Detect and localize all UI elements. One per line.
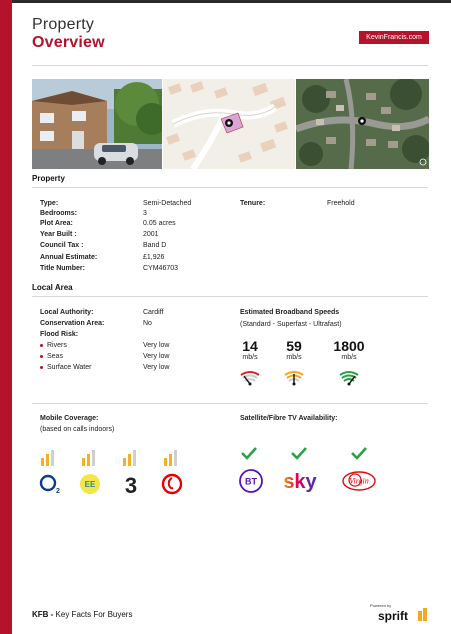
year-built-row <box>40 231 159 238</box>
footer-label <box>32 610 132 619</box>
bedrooms-value: 3 <box>143 210 147 217</box>
bullet-icon <box>40 366 43 369</box>
seas-value: Very low <box>143 353 170 360</box>
surface-water-label: Surface Water <box>47 364 92 371</box>
page <box>32 0 428 634</box>
signal-bars-icon <box>39 449 59 466</box>
council-tax-row <box>40 242 167 249</box>
standard-speed-unit: mb/s <box>242 354 258 361</box>
conservation-area-value: No <box>143 320 152 327</box>
broadband-title: Estimated Broadband Speeds <box>240 309 340 316</box>
local-authority-label: Local Authority: <box>40 309 94 316</box>
ultrafast-speed-value: 1800 <box>333 338 365 354</box>
aerial-photo <box>296 79 429 169</box>
local-area-heading: Local Area <box>32 283 73 292</box>
council-tax-label: Council Tax : <box>40 242 84 249</box>
flood-rivers-row <box>40 342 170 349</box>
bedrooms-label: Bedrooms: <box>40 210 77 217</box>
powered-by-label: Powered by <box>370 603 392 608</box>
local-authority-row <box>40 309 164 316</box>
council-tax-value: Band D <box>143 242 167 249</box>
type-label: Type: <box>40 200 59 207</box>
plot-area-row <box>40 220 176 227</box>
signal-bars-icon <box>80 449 100 466</box>
seas-label: Seas <box>47 353 63 360</box>
local-authority-value: Cardiff <box>143 309 164 316</box>
ultrafast-speed-unit: mb/s <box>341 354 357 361</box>
rivers-label: Rivers <box>47 342 67 349</box>
year-built-label: Year Built : <box>40 231 77 238</box>
vodafone-logo-icon <box>159 472 187 496</box>
sprift-logo-icon <box>378 607 430 623</box>
svg-text:2: 2 <box>56 488 60 495</box>
location-map <box>163 79 295 169</box>
annual-estimate-row <box>40 254 165 261</box>
svg-text:EE: EE <box>84 480 96 489</box>
footer-label-bold: KFB - <box>32 610 54 619</box>
tenure-value: Freehold <box>327 200 355 207</box>
bedrooms-row <box>40 210 147 217</box>
bt-logo-text: BT <box>245 476 257 487</box>
year-built-value: 2001 <box>143 231 159 238</box>
plot-area-label: Plot Area: <box>40 220 73 227</box>
flood-seas-row <box>40 353 170 360</box>
flood-surface-water-row <box>40 364 170 371</box>
virgin-logo-icon <box>341 468 377 494</box>
rivers-value: Very low <box>143 342 170 349</box>
page-title-line-1: Property <box>32 16 95 33</box>
street-view-photo <box>32 79 162 169</box>
connectivity-divider <box>32 403 428 404</box>
conservation-area-row <box>40 320 152 327</box>
local-area-divider <box>32 296 428 297</box>
ee-logo-icon <box>77 472 105 496</box>
header-divider <box>32 65 428 66</box>
bullet-icon <box>40 355 43 358</box>
three-logo-icon <box>119 472 147 496</box>
sprift-logo-text: sprift <box>378 609 408 623</box>
plot-area-value: 0.05 acres <box>143 220 176 227</box>
broadband-subtitle: (Standard - Superfast - Ultrafast) <box>240 321 342 328</box>
annual-estimate-label: Annual Estimate: <box>40 254 98 261</box>
tenure-label: Tenure: <box>240 200 266 207</box>
superfast-speed-unit: mb/s <box>286 354 302 361</box>
property-divider <box>32 187 428 188</box>
tv-availability-title: Satellite/Fibre TV Availability: <box>240 415 338 422</box>
check-icon <box>350 446 368 460</box>
sky-logo-text: sky <box>283 471 317 493</box>
superfast-speed-gauge-icon <box>268 368 320 386</box>
flood-risk-row <box>40 331 78 338</box>
property-heading: Property <box>32 174 65 183</box>
page-title-line-2: Overview <box>32 34 105 51</box>
ultrafast-speed-gauge-icon <box>323 368 375 386</box>
agency-logo: KevinFrancis.com <box>359 31 429 44</box>
standard-speed-value: 14 <box>242 338 258 354</box>
title-number-row <box>40 265 179 272</box>
o2-logo-icon <box>37 472 65 496</box>
title-number-label: Title Number: <box>40 265 85 272</box>
mobile-coverage-subtitle: (based on calls indoors) <box>40 426 115 433</box>
svg-text:3: 3 <box>124 473 138 496</box>
annual-estimate-value: £1,926 <box>143 254 165 261</box>
brand-side-bar <box>0 0 12 634</box>
footer-label-rest: Key Facts For Buyers <box>53 610 133 619</box>
sky-logo-icon <box>279 468 321 494</box>
tenure-row <box>240 200 355 207</box>
check-icon <box>290 446 308 460</box>
type-value: Semi-Detached <box>143 200 192 207</box>
title-number-value: CYM46703 <box>143 265 179 272</box>
conservation-area-label: Conservation Area: <box>40 320 105 327</box>
surface-water-value: Very low <box>143 364 170 371</box>
flood-risk-label: Flood Risk: <box>40 331 79 338</box>
bullet-icon <box>40 344 43 347</box>
superfast-speed-value: 59 <box>286 338 302 354</box>
virgin-logo-text: Virgin <box>349 476 369 486</box>
check-icon <box>240 446 258 460</box>
bt-logo-icon <box>237 468 265 494</box>
signal-bars-icon <box>121 449 141 466</box>
property-type-row <box>40 200 192 207</box>
mobile-coverage-title: Mobile Coverage: <box>40 415 99 422</box>
signal-bars-icon <box>162 449 182 466</box>
